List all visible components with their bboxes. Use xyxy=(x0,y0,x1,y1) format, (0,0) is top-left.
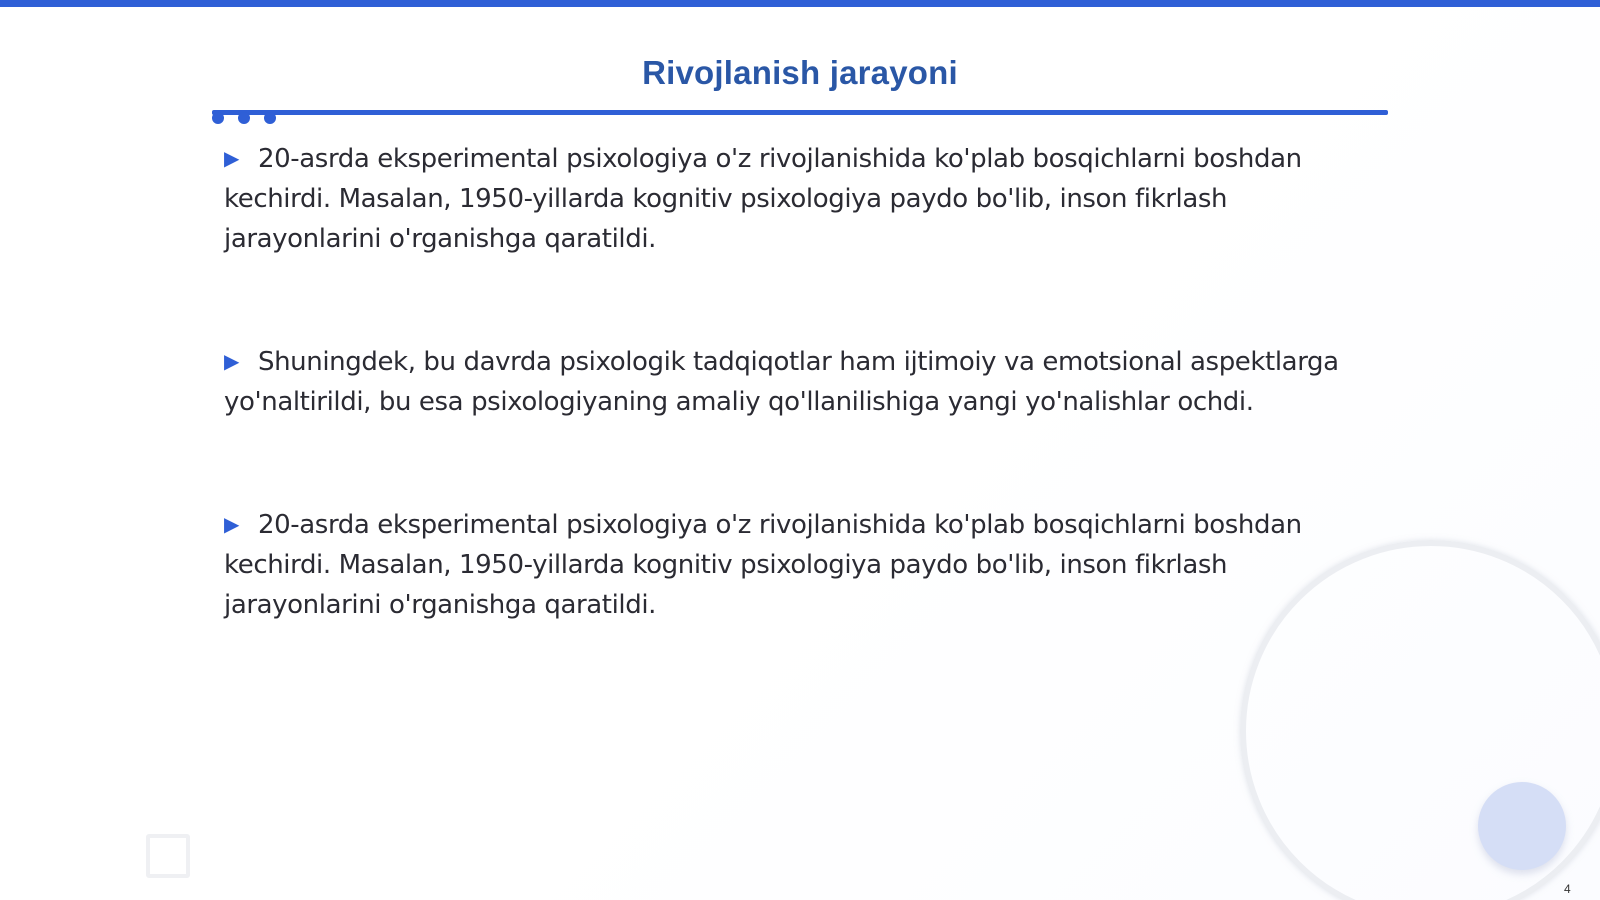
bullet-item xyxy=(224,138,1384,259)
decorative-square xyxy=(146,834,190,878)
bullet-text: 20-asrda eksperimental psixologiya o'z rivojlanishida ko'plab bosqichlarni boshdan kechirdi. Masalan, 1950-yillarda kognitiv psixologiya paydo bo'lib, inson fikrlash jarayonlarini o'rganishga qaratildi. xyxy=(224,510,1302,620)
underline-dot xyxy=(264,112,276,124)
underline-dot xyxy=(238,112,250,124)
bullet-text: 20-asrda eksperimental psixologiya o'z rivojlanishida ko'plab bosqichlarni boshdan kechirdi. Masalan, 1950-yillarda kognitiv psixologiya paydo bo'lib, inson fikrlash jarayonlarini o'rganishga qaratildi. xyxy=(224,144,1302,254)
top-accent-bar xyxy=(0,0,1600,7)
bullet-arrow-icon: ▶ xyxy=(224,349,239,373)
underline-dot xyxy=(212,112,224,124)
decorative-circle xyxy=(1478,782,1566,870)
bullet-item xyxy=(224,341,1384,422)
page-number: 4 xyxy=(1564,882,1571,896)
title-underline xyxy=(212,110,1388,115)
bullet-arrow-icon: ▶ xyxy=(224,146,239,170)
bullet-text: Shuningdek, bu davrda psixologik tadqiqotlar ham ijtimoiy va emotsional aspektlarga yo'naltirildi, bu esa psixologiyaning amaliy qo'llanilishiga yangi yo'nalishlar ochdi. xyxy=(224,347,1339,417)
bullet-list xyxy=(224,138,1384,707)
slide-title: Rivojlanish jarayoni xyxy=(642,54,958,91)
bullet-item xyxy=(224,504,1384,625)
bullet-arrow-icon: ▶ xyxy=(224,512,239,536)
